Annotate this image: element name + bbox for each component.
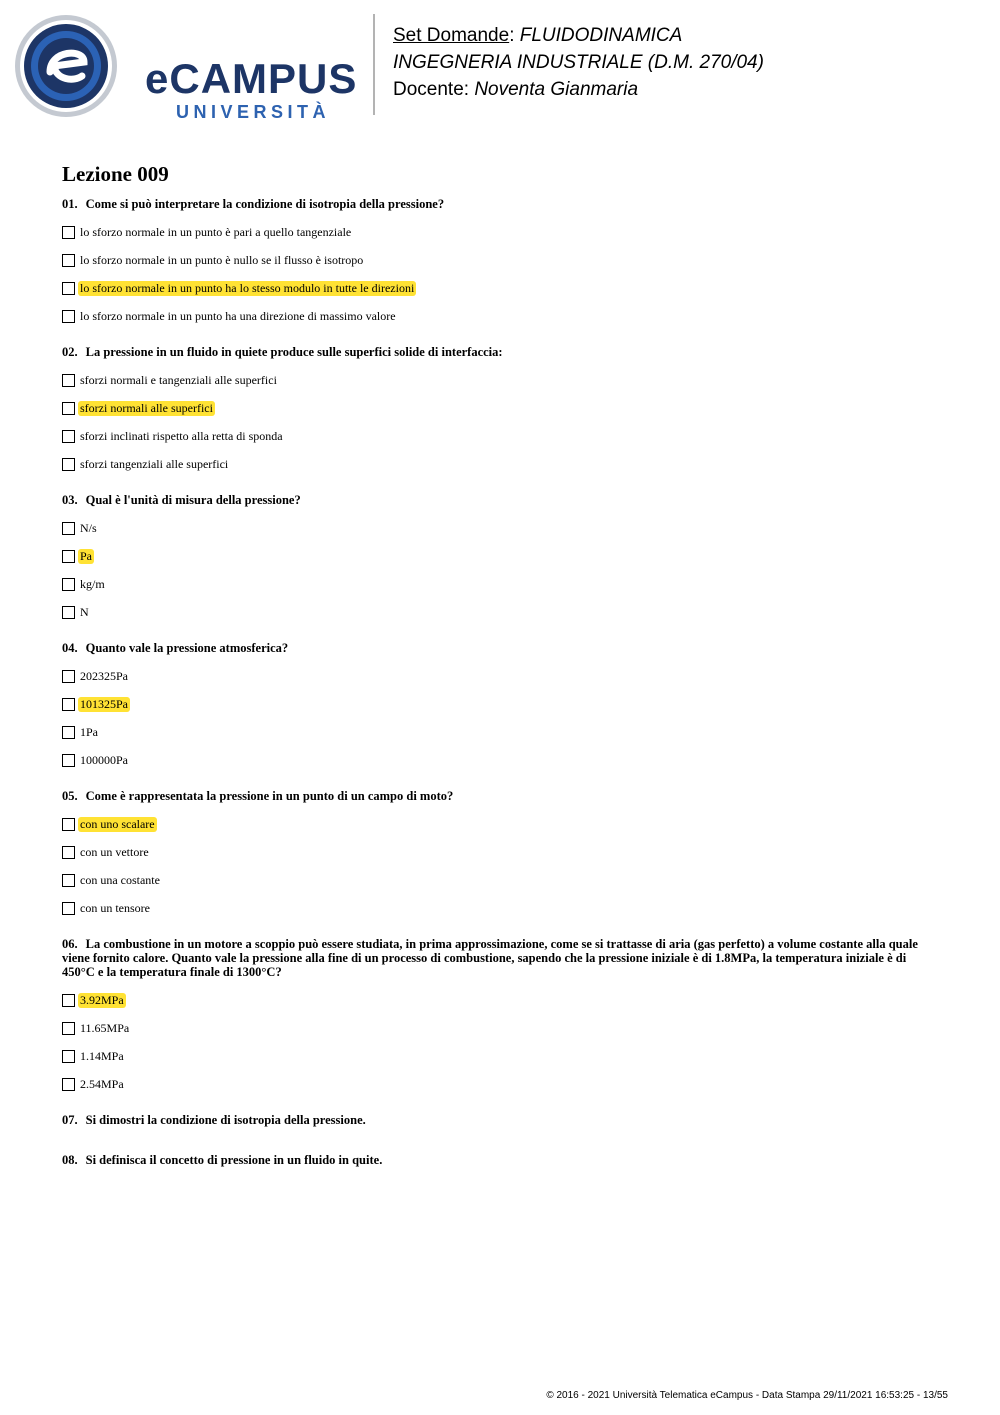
answer-checkbox[interactable] <box>62 458 75 471</box>
answer-option[interactable] <box>62 542 942 570</box>
question-text <box>62 641 942 655</box>
answer-option[interactable] <box>62 422 942 450</box>
question <box>62 641 942 774</box>
answer-label: lo sforzo normale in un punto ha una direzione di massimo valore <box>80 308 396 323</box>
question-number: 01. <box>62 197 78 211</box>
answer-label-correct: sforzi normali alle superfici <box>80 400 213 415</box>
header-divider <box>373 14 375 115</box>
question-number: 05. <box>62 789 78 803</box>
answer-option[interactable] <box>62 894 942 922</box>
ecampus-logo <box>14 14 359 122</box>
question-label: Come è rappresentata la pressione in un punto di un campo di moto? <box>85 789 454 803</box>
answer-checkbox[interactable] <box>62 1078 75 1091</box>
answer-label: kg/m <box>80 576 105 591</box>
answer-label-correct: con uno scalare <box>80 816 155 831</box>
answer-checkbox[interactable] <box>62 902 75 915</box>
teacher-name: Noventa Gianmaria <box>474 79 639 100</box>
question-text <box>62 493 942 507</box>
question-label: Qual è l'unità di misura della pressione? <box>85 493 301 507</box>
teacher-label: Docente: <box>393 79 470 100</box>
question-text <box>62 197 942 211</box>
answer-option[interactable] <box>62 986 942 1014</box>
answer-checkbox[interactable] <box>62 1022 75 1035</box>
answer-checkbox[interactable] <box>62 374 75 387</box>
question <box>62 1113 942 1127</box>
answer-option[interactable] <box>62 746 942 774</box>
ecampus-emblem-icon <box>14 14 118 118</box>
answer-label: 202325Pa <box>80 668 128 683</box>
answer-label: 1.14MPa <box>80 1048 124 1063</box>
answer-option[interactable] <box>62 274 942 302</box>
answer-checkbox[interactable] <box>62 522 75 535</box>
question <box>62 493 942 626</box>
answer-option[interactable] <box>62 1070 942 1098</box>
question-label: Come si può interpretare la condizione di isotropia della pressione? <box>85 197 445 211</box>
answer-option[interactable] <box>62 450 942 478</box>
set-value: FLUIDODINAMICA <box>519 25 683 46</box>
answer-option[interactable] <box>62 866 942 894</box>
answer-label: 1Pa <box>80 724 98 739</box>
answer-label: sforzi inclinati rispetto alla retta di sponda <box>80 428 283 443</box>
answer-checkbox[interactable] <box>62 1050 75 1063</box>
question-label: Si dimostri la condizione di isotropia della pressione. <box>85 1113 366 1127</box>
answer-checkbox[interactable] <box>62 818 75 831</box>
answer-checkbox[interactable] <box>62 430 75 443</box>
answer-label: 2.54MPa <box>80 1076 124 1091</box>
answer-option[interactable] <box>62 394 942 422</box>
answer-label: lo sforzo normale in un punto è pari a quello tangenziale <box>80 224 352 239</box>
answer-checkbox[interactable] <box>62 726 75 739</box>
answer-checkbox[interactable] <box>62 698 75 711</box>
answer-option[interactable] <box>62 810 942 838</box>
question-number: 08. <box>62 1153 78 1167</box>
answer-label: N <box>80 604 89 619</box>
footer: © 2016 - 2021 Università Telematica eCampus - Data Stampa 29/11/2021 16:53:25 - 13/55 <box>546 1390 948 1401</box>
answer-option[interactable] <box>62 246 942 274</box>
logo-subtitle: UNIVERSITÀ <box>176 102 331 122</box>
answer-checkbox[interactable] <box>62 670 75 683</box>
answer-label: lo sforzo normale in un punto è nullo se il flusso è isotropo <box>80 252 364 267</box>
answer-option[interactable] <box>62 366 942 394</box>
answer-label-correct: 3.92MPa <box>80 992 124 1007</box>
answer-label: con un tensore <box>80 900 150 915</box>
answer-checkbox[interactable] <box>62 846 75 859</box>
answer-label-correct: Pa <box>80 548 92 563</box>
answer-label: sforzi tangenziali alle superfici <box>80 456 229 471</box>
questions-list <box>62 197 942 1193</box>
answer-label: N/s <box>80 520 97 535</box>
question-number: 07. <box>62 1113 78 1127</box>
question <box>62 937 942 1098</box>
answer-option[interactable] <box>62 838 942 866</box>
answer-checkbox[interactable] <box>62 402 75 415</box>
answer-checkbox[interactable] <box>62 550 75 563</box>
question <box>62 789 942 922</box>
answer-checkbox[interactable] <box>62 874 75 887</box>
course-name: INGEGNERIA INDUSTRIALE (D.M. 270/04) <box>393 52 764 73</box>
answer-checkbox[interactable] <box>62 994 75 1007</box>
answer-option[interactable] <box>62 514 942 542</box>
answer-label-correct: 101325Pa <box>80 696 128 711</box>
answer-option[interactable] <box>62 718 942 746</box>
answer-checkbox[interactable] <box>62 310 75 323</box>
header-info <box>393 22 764 103</box>
answer-checkbox[interactable] <box>62 226 75 239</box>
question <box>62 1153 942 1167</box>
answer-label: con una costante <box>80 872 160 887</box>
question-number: 02. <box>62 345 78 359</box>
question <box>62 197 942 330</box>
answer-option[interactable] <box>62 1042 942 1070</box>
answer-label: con un vettore <box>80 844 149 859</box>
answer-option[interactable] <box>62 1014 942 1042</box>
question-number: 04. <box>62 641 78 655</box>
answer-checkbox[interactable] <box>62 254 75 267</box>
set-label: Set Domande <box>393 25 510 46</box>
question-number: 06. <box>62 937 78 951</box>
answer-option[interactable] <box>62 662 942 690</box>
set-line: Set Domande: FLUIDODINAMICA <box>393 25 683 46</box>
lesson-title: Lezione 009 <box>62 162 169 186</box>
question-label: La pressione in un fluido in quiete produce sulle superfici solide di interfaccia: <box>85 345 503 359</box>
question <box>62 345 942 478</box>
question-label: La combustione in un motore a scoppio può essere studiata, in prima approssimazione, come se si trattasse di aria (gas perfetto) a volume costante alla quale viene fornito calore. Quanto vale la pressione alla fine di un processo di combustione, sapendo che la pressione iniziale è di 1.8MPa, la temperatura iniziale è di 450°C e la temperatura finale di 1300°C? <box>62 937 918 979</box>
answer-option[interactable] <box>62 570 942 598</box>
answer-checkbox[interactable] <box>62 282 75 295</box>
question-label: Quanto vale la pressione atmosferica? <box>85 641 289 655</box>
question-label: Si definisca il concetto di pressione in un fluido in quite. <box>85 1153 383 1167</box>
teacher-line <box>393 76 764 103</box>
answer-option[interactable] <box>62 302 942 330</box>
question-text <box>62 345 942 359</box>
answer-option[interactable] <box>62 218 942 246</box>
question-text <box>62 937 942 979</box>
answer-label-correct: lo sforzo normale in un punto ha lo stesso modulo in tutte le direzioni <box>80 280 415 295</box>
answer-label: 100000Pa <box>80 752 128 767</box>
question-number: 03. <box>62 493 78 507</box>
answer-checkbox[interactable] <box>62 606 75 619</box>
logo-wordmark: eCAMPUS <box>145 55 358 102</box>
answer-label: 11.65MPa <box>80 1020 130 1035</box>
answer-checkbox[interactable] <box>62 754 75 767</box>
question-text <box>62 789 942 803</box>
answer-label: sforzi normali e tangenziali alle superfici <box>80 372 277 387</box>
answer-option[interactable] <box>62 598 942 626</box>
answer-checkbox[interactable] <box>62 578 75 591</box>
question-text <box>62 1153 942 1167</box>
question-text <box>62 1113 942 1127</box>
answer-option[interactable] <box>62 690 942 718</box>
